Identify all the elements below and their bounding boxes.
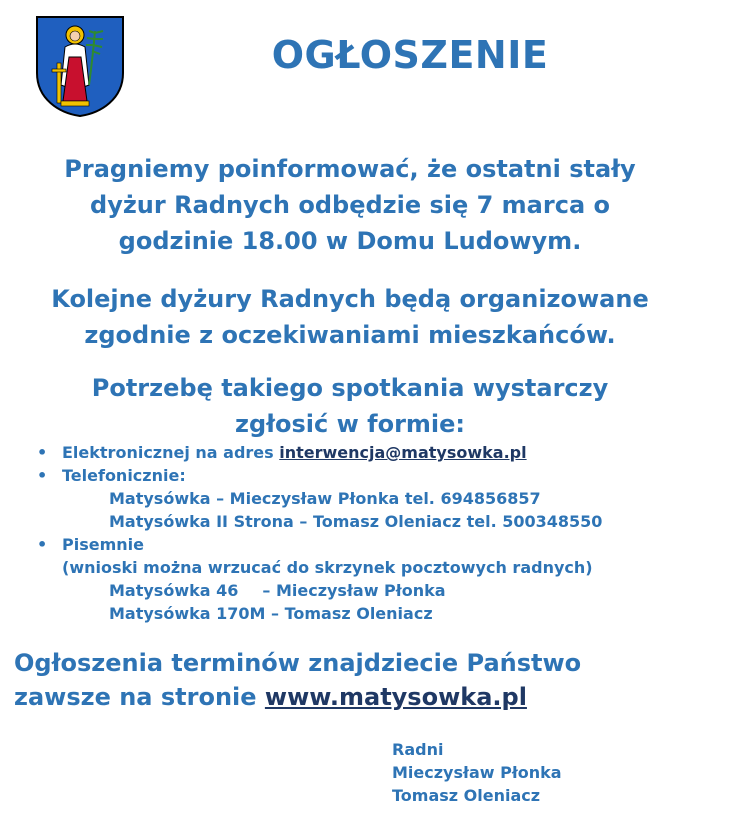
option-written-label: Pisemnie (62, 535, 144, 554)
intro-line-3: godzinie 18.00 w Domu Ludowym. (118, 227, 582, 255)
written-contact-2: Matysówka 170M – Tomasz Oleniacz (109, 604, 433, 623)
option-electronic-label: Elektronicznej na adres (62, 443, 280, 462)
request-paragraph (0, 370, 700, 442)
option-written-note: (wnioski można wrzucać do skrzynek pocztowych radnych) (62, 558, 593, 577)
request-line-1: Potrzebę takiego spotkania wystarczy (91, 374, 609, 402)
intro-line-2: dyżur Radnych odbędzie się 7 marca o (90, 191, 610, 219)
footer-line-1: Ogłoszenia terminów znajdziecie Państwo (14, 649, 582, 677)
signature-name-2: Tomasz Oleniacz (392, 786, 541, 805)
bullet-icon: • (37, 535, 48, 554)
footer-line-2-prefix: zawsze na stronie (14, 683, 265, 711)
website-link[interactable]: www.matysowka.pl (264, 683, 527, 711)
footer-paragraph (14, 646, 581, 714)
option-phone-label: Telefonicznie: (62, 466, 186, 485)
written-contact-1-place: Matysówka 46 (109, 581, 239, 600)
signature (392, 738, 562, 807)
intro-line-1: Pragniemy poinformować, że ostatni stały (64, 155, 636, 183)
intro-paragraph (10, 151, 690, 259)
option-electronic (62, 441, 527, 464)
next-line-1: Kolejne dyżury Radnych będą organizowane (51, 285, 649, 313)
phone-contact-2: Matysówka II Strona – Tomasz Oleniacz tel. 500348550 (109, 512, 603, 531)
bullet-icon: • (37, 443, 48, 462)
next-paragraph (0, 281, 700, 353)
signature-role: Radni (392, 740, 444, 759)
request-line-2: zgłosić w formie: (234, 410, 466, 438)
page-title: OGŁOSZENIE (271, 33, 549, 77)
phone-contact-1: Matysówka – Mieczysław Płonka tel. 694856857 (109, 489, 541, 508)
footer-line-2 (14, 680, 581, 714)
next-line-2: zgodnie z oczekiwaniami mieszkańców. (84, 321, 616, 349)
written-contact-1 (109, 579, 446, 602)
bullet-icon: • (37, 466, 48, 485)
email-link[interactable]: interwencja@matysowka.pl (279, 443, 527, 462)
signature-name-1: Mieczysław Płonka (392, 763, 562, 782)
written-contact-1-name: – Mieczysław Płonka (262, 581, 446, 600)
